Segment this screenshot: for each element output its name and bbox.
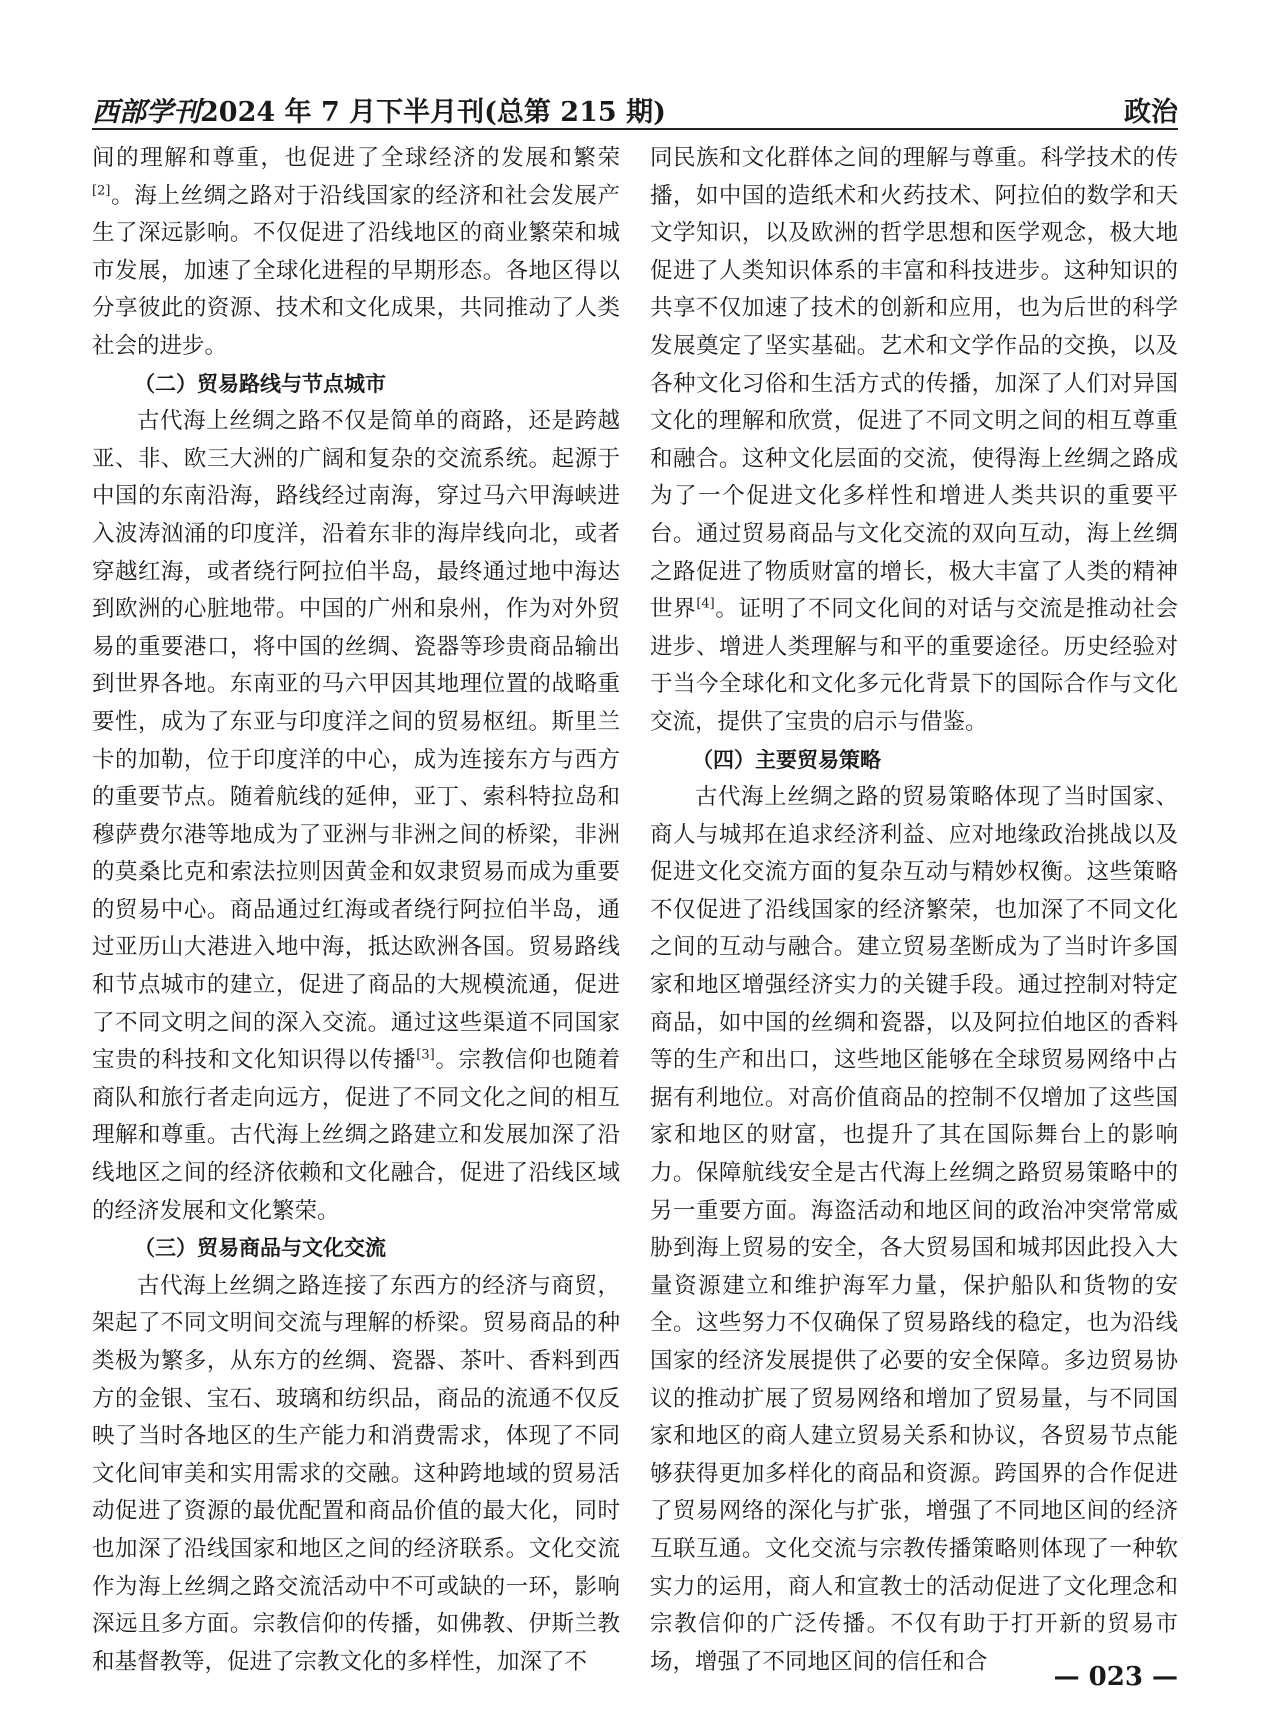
citation: [4] xyxy=(696,596,715,612)
text: 同民族和文化群体之间的理解与尊重。科学技术的传播，如中国的造纸术和火药技术、阿拉伯的数学和天文学知识，以及欧洲的哲学思想和医学观念，极大地促进了人类知识体系的丰富和科技进步。这种知识的共享不仅加速了技术的创新和应用，也为后世的科学发展奠定了坚实基础。艺术和文学作品的交换，以及各种文化习俗和生活方式的传播，加深了人们对异国文化的理解和欣赏，促进了不同文明之间的相互尊重和融合。这种文化层面的交流，使得海上丝绸之路成为了一个促进文化多样性和增进人类共识的重要平台。通过贸易商品与文化交流的双向互动，海上丝绸之路促进了物质财富的增长，极大丰富了人类的精神世界 xyxy=(650,145,1178,623)
text: 。宗教信仰也随着商队和旅行者走向远方，促进了不同文化之间的相互理解和尊重。古代海上丝绸之路建立和发展加深了沿线地区之间的经济依赖和文化融合，促进了沿线区域的经济发展和文化繁荣。 xyxy=(92,1047,620,1224)
right-column xyxy=(650,140,1178,1675)
journal-logo: 西部学刊 xyxy=(92,97,200,128)
section-label: 政治 xyxy=(1124,97,1178,128)
section-heading: （二）贸易路线与节点城市 xyxy=(134,371,386,396)
text: 间的理解和尊重，也促进了全球经济的发展和繁荣 xyxy=(92,145,620,171)
text: 古代海上丝绸之路不仅是简单的商路，还是跨越亚、非、欧三大洲的广阔和复杂的交流系统。起源于中国的东南沿海，路线经过南海，穿过马六甲海峡进入波涛汹涌的印度洋，沿着东非的海岸线向北，或者穿越红海，或者绕行阿拉伯半岛，最终通过地中海达到欧洲的心脏地带。中国的广州和泉州，作为对外贸易的重要港口，将中国的丝绸、瓷器等珍贵商品输出到世界各地。东南亚的马六甲因其地理位置的战略重要性，成为了东亚与印度洋之间的贸易枢纽。斯里兰卡的加勒，位于印度洋的中心，成为连接东方与西方的重要节点。随着航线的延伸，亚丁、索科特拉岛和穆萨费尔港等地成为了亚洲与非洲之间的桥梁，非洲的莫桑比克和索法拉则因黄金和奴隶贸易而成为重要的贸易中心。商品通过红海或者绕行阿拉伯半岛，通过亚历山大港进入地中海，抵达欧洲各国。贸易路线和节点城市的建立，促进了商品的大规模流通，促进了不同文明之间的深入交流。通过这些渠道不同国家宝贵的科技和文化知识得以传播 xyxy=(92,408,620,1074)
page-header xyxy=(92,88,1178,128)
page-number: — 023 — xyxy=(1053,1662,1178,1692)
header-rule xyxy=(92,128,1178,130)
text: 。海上丝绸之路对于沿线国家的经济和社会发展产生了深远影响。不仅促进了沿线地区的商业繁荣和城市发展，加速了全球化进程的早期形态。各地区得以分享彼此的资源、技术和文化成果，共同推动了人类社会的进步。 xyxy=(92,182,620,359)
paragraph xyxy=(92,403,620,1230)
paragraph: 古代海上丝绸之路的贸易策略体现了当时国家、商人与城邦在追求经济利益、应对地缘政治挑战以及促进文化交流方面的复杂互动与精妙权衡。这些策略不仅促进了沿线国家的经济繁荣，也加深了不同文化之间的互动与融合。建立贸易垄断成为了当时许多国家和地区增强经济实力的关键手段。通过控制对特定商品，如中国的丝绸和瓷器，以及阿拉伯地区的香料等的生产和出口，这些地区能够在全球贸易网络中占据有利地位。对高价值商品的控制不仅增加了这些国家和地区的财富，也提升了其在国际舞台上的影响力。保障航线安全是古代海上丝绸之路贸易策略中的另一重要方面。海盗活动和地区间的政治冲突常常威胁到海上贸易的安全，各大贸易国和城邦因此投入大量资源建立和维护海军力量，保护船队和货物的安全。这些努力不仅确保了贸易路线的稳定，也为沿线国家的经济发展提供了必要的安全保障。多边贸易协议的推动扩展了贸易网络和增加了贸易量，与不同国家和地区的商人建立贸易关系和协议，各贸易节点能够获得更加多样化的商品和资源。跨国界的合作促进了贸易网络的深化与扩张，增强了不同地区间的经济互联互通。文化交流与宗教传播策略则体现了一种软实力的运用，商人和宣教士的活动促进了文化理念和宗教信仰的广泛传播。不仅有助于打开新的贸易市场，增强了不同地区间的信任和合 xyxy=(650,784,1178,1675)
paragraph xyxy=(650,140,1178,742)
issue-label: 2024 年 7 月下半月刊(总第 215 期) xyxy=(200,97,666,128)
citation: [3] xyxy=(416,1047,435,1063)
section-heading: （四）主要贸易策略 xyxy=(692,747,881,772)
text: 。证明了不同文化间的对话与交流是推动社会进步、增进人类理解与和平的重要途径。历史经验对于当今全球化和文化多元化背景下的国际合作与文化交流，提供了宝贵的启示与借鉴。 xyxy=(650,596,1178,735)
paragraph: 古代海上丝绸之路连接了东西方的经济与商贸，架起了不同文明间交流与理解的桥梁。贸易商品的种类极为繁多，从东方的丝绸、瓷器、茶叶、香料到西方的金银、宝石、玻璃和纺织品，商品的流通不仅反映了当时各地区的生产能力和消费需求，体现了不同文化间审美和实用需求的交融。这种跨地域的贸易活动促进了资源的最优配置和商品价值的最大化，同时也加深了沿线国家和地区之间的经济联系。文化交流作为海上丝绸之路交流活动中不可或缺的一环，影响深远且多方面。宗教信仰的传播，如佛教、伊斯兰教和基督教等，促进了宗教文化的多样性，加深了不 xyxy=(92,1272,620,1675)
left-column xyxy=(92,140,620,1675)
section-heading: （三）贸易商品与文化交流 xyxy=(134,1236,386,1261)
paragraph xyxy=(92,140,620,366)
journal-issue xyxy=(92,90,666,129)
citation: [2] xyxy=(92,183,111,199)
